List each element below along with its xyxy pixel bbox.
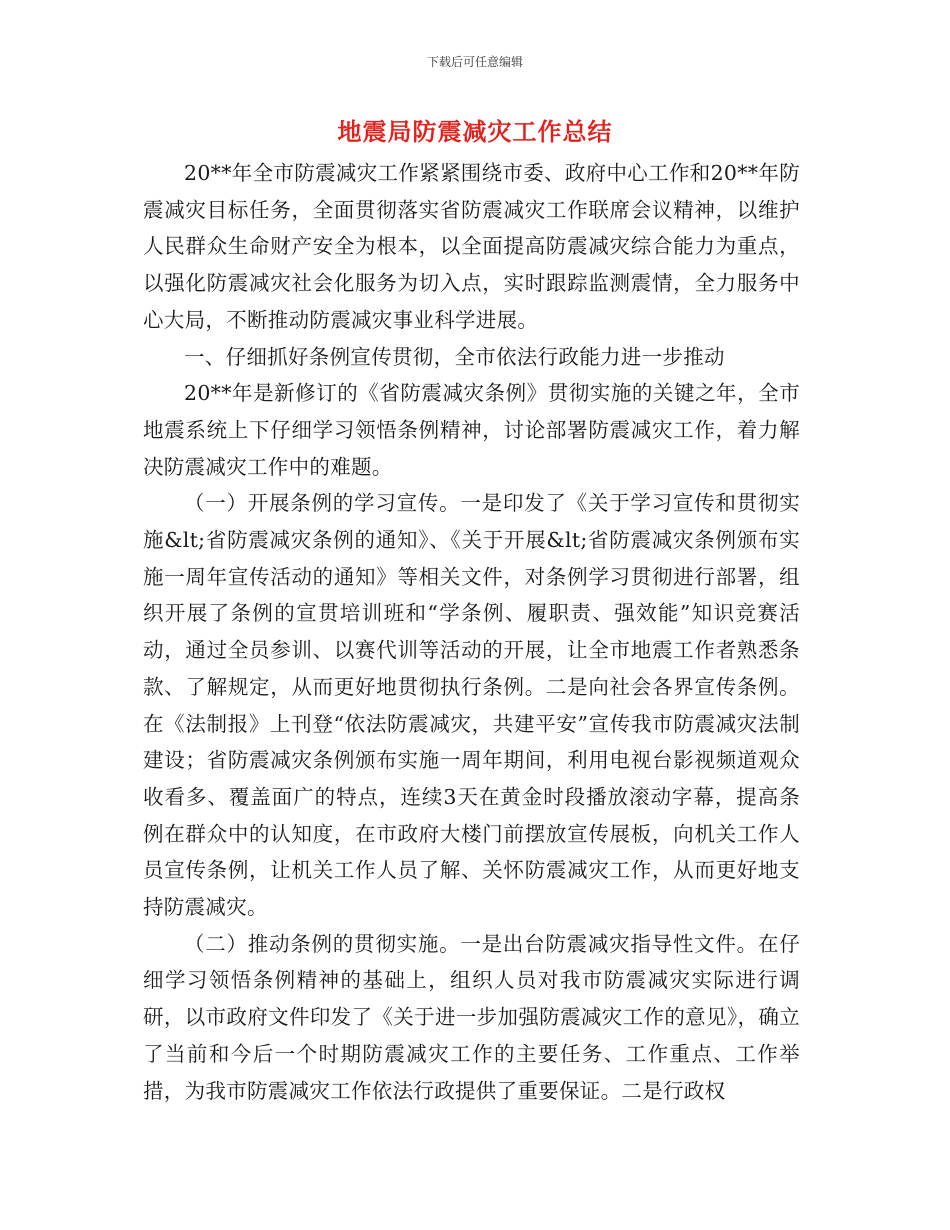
document-body: [143, 155, 800, 1109]
paragraph-intro: 20**年全市防震减灾工作紧紧围绕市委、政府中心工作和20**年防震减灾目标任务，全面贯彻落实省防震减灾工作联席会议精神，以维护人民群众生命财产安全为根本，以全面提高防震减灾综合能力为重点，以强化防震减灾社会化服务为切入点，实时跟踪监测震情，全力服务中心大局，不断推动防震减灾事业科学进展。: [143, 161, 800, 332]
section-heading-1: 一、仔细抓好条例宣传贯彻，全市依法行政能力进一步推动: [184, 344, 725, 369]
document-title: 地震局防震减灾工作总结: [337, 118, 613, 146]
paragraph-subsection-1: （一）开展条例的学习宣传。一是印发了《关于学习宣传和贯彻实施&lt;省防震减灾条例的通知》、《关于开展&lt;省防震减灾条例颁布实施一周年宣传活动的通知》等相关文件，对条例学习贯彻进行部署，组织开展了条例的宣贯培训班和“学条例、履职责、强效能”知识竞赛活动，通过全员参训、以赛代训等活动的开展，让全市地震工作者熟悉条款、了解规定，从而更好地贯彻执行条例。二是向社会各界宣传条例。在《法制报》上刊登“依法防震减灾，共建平安”宣传我市防震减灾法制建设；省防震减灾条例颁布实施一周年期间，利用电视台影视频道观众收看多、覆盖面广的特点，连续3天在黄金时段播放滚动字幕，提高条例在群众中的认知度，在市政府大楼门前摆放宣传展板，向机关工作人员宣传条例，让机关工作人员了解、关怀防震减灾工作，从而更好地支持防震减灾。: [143, 491, 800, 920]
paragraph-subsection-2: （二）推动条例的贯彻实施。一是出台防震减灾指导性文件。在仔细学习领悟条例精神的基础上，组织人员对我市防震减灾实际进行调研，以市政府文件印发了《关于进一步加强防震减灾工作的意见》，确立了当前和今后一个时期防震减灾工作的主要任务、工作重点、工作举措，为我市防震减灾工作依法行政提供了重要保证。二是行政权: [143, 931, 800, 1103]
header-note: 下载后可任意编辑: [426, 55, 523, 69]
paragraph-section-1: 20**年是新修订的《省防震减灾条例》贯彻实施的关键之年，全市地震系统上下仔细学习领悟条例精神，讨论部署防震减灾工作，着力解决防震减灾工作中的难题。: [143, 381, 800, 479]
